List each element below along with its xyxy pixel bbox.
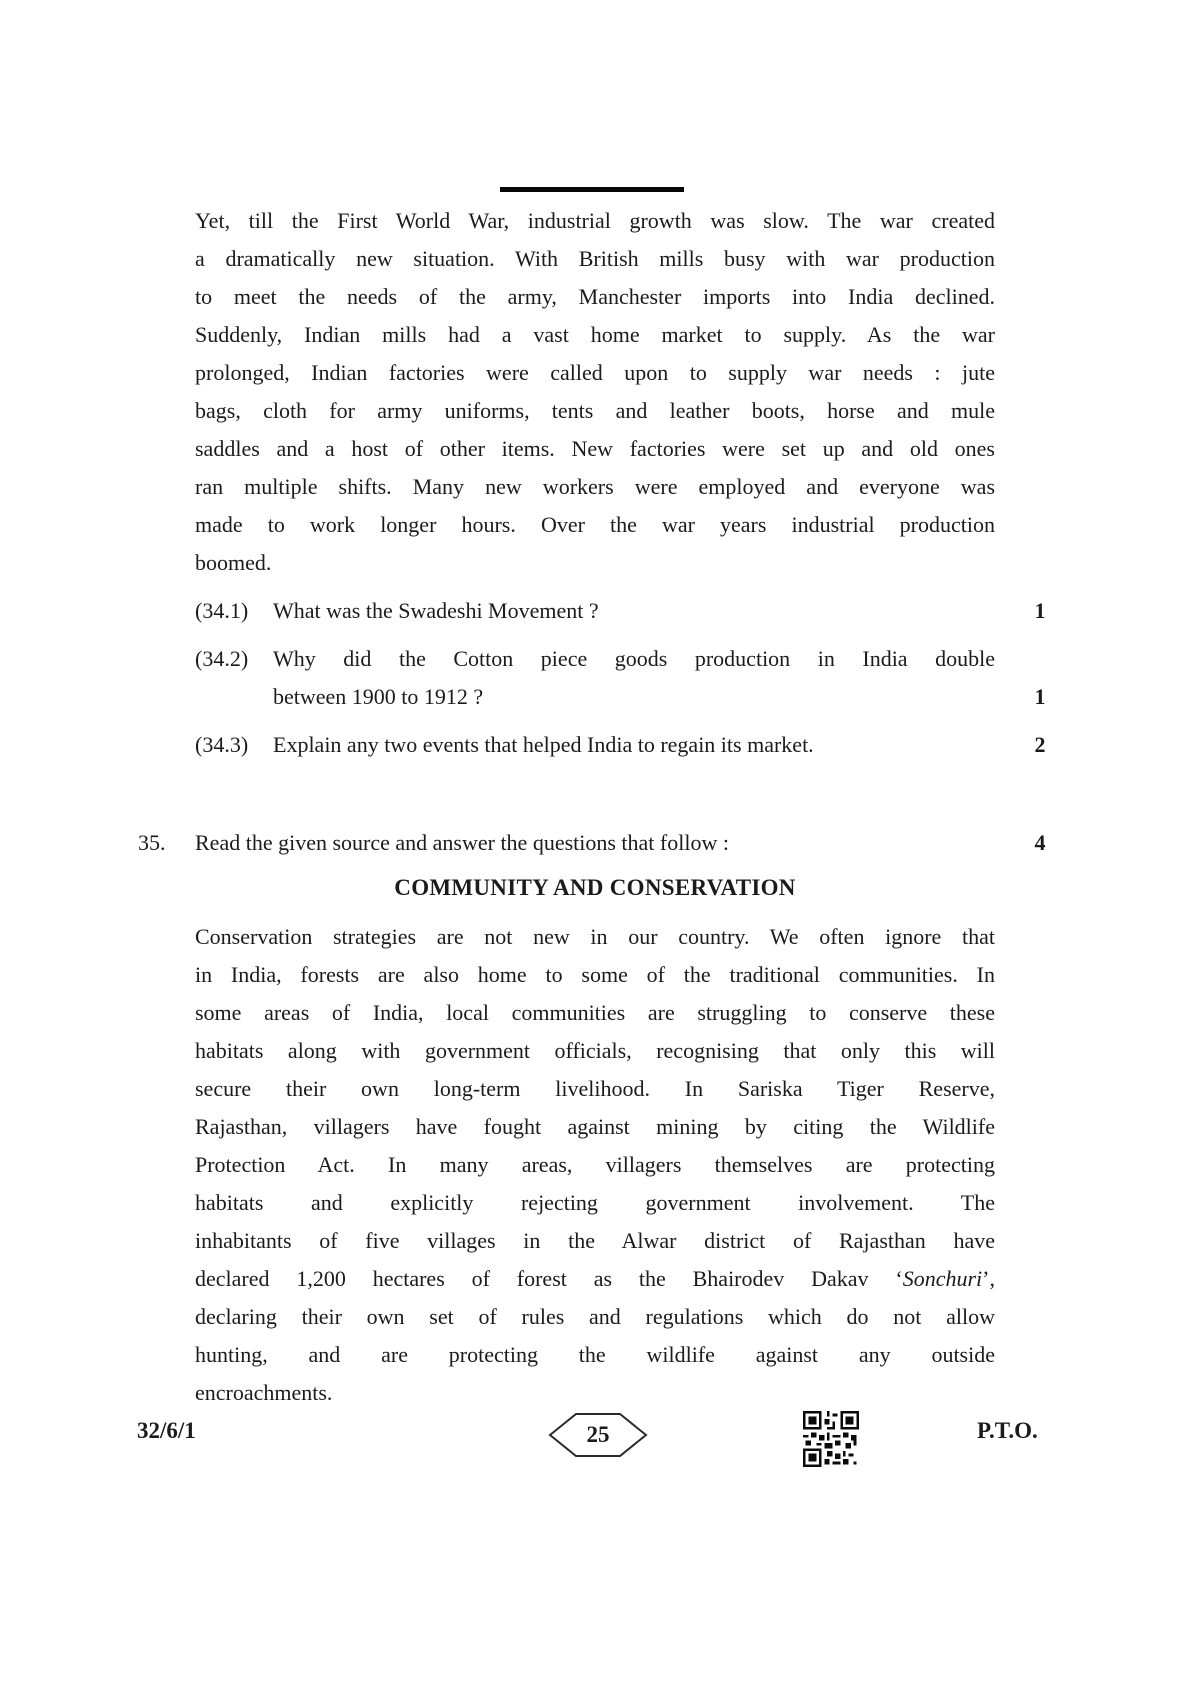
text-line: Rajasthan, villagers have fought against mining by citing the Wildlife (195, 1114, 995, 1139)
text-line: Explain any two events that helped India to regain its market. (273, 732, 814, 757)
question-34-3 (195, 726, 1046, 764)
text-line: habitats and explicitly rejecting government involvement. The (195, 1190, 995, 1215)
text-line: Why did the Cotton piece goods production in India double (273, 646, 995, 671)
text-line: to meet the needs of the army, Manchester imports into India declined. (195, 284, 995, 309)
text-line: habitats along with government officials, recognising that only this will (195, 1038, 995, 1063)
question-35-number: 35. (138, 830, 166, 855)
text-line: Suddenly, Indian mills had a vast home market to supply. As the war (195, 322, 995, 347)
text-line: hunting, and are protecting the wildlife against any outside (195, 1342, 995, 1367)
text-line: Yet, till the First World War, industrial growth was slow. The war created (195, 208, 995, 233)
text-line: boomed. (195, 550, 272, 575)
question-34-3-text (273, 726, 995, 764)
question-34-2-text (273, 640, 995, 716)
text-line: made to work longer hours. Over the war years industrial production (195, 512, 995, 537)
paper-code: 32/6/1 (137, 1418, 196, 1443)
text-line: bags, cloth for army uniforms, tents and leather boots, horse and mule (195, 398, 995, 423)
text-line: What was the Swadeshi Movement ? (273, 598, 599, 623)
text-line: Protection Act. In many areas, villagers themselves are protecting (195, 1152, 995, 1177)
question-35-text: Read the given source and answer the questions that follow : (195, 830, 729, 855)
text-line: prolonged, Indian factories were called upon to supply war needs : jute (195, 360, 995, 385)
text-line: declared 1,200 hectares of forest as the Bhairodev Dakav ‘Sonchuri’, (195, 1266, 995, 1291)
section-divider-rule (500, 187, 684, 192)
text-line: a dramatically new situation. With British mills busy with war production (195, 246, 995, 271)
text-line: saddles and a host of other items. New factories were set up and old ones (195, 436, 995, 461)
text-line: some areas of India, local communities are struggling to conserve these (195, 1000, 995, 1025)
text-line: declaring their own set of rules and regulations which do not allow (195, 1304, 995, 1329)
page-number-badge (548, 1412, 648, 1458)
source-title: COMMUNITY AND CONSERVATION (394, 875, 796, 900)
question-34-2-number: (34.2) (195, 646, 249, 671)
question-35 (138, 824, 1046, 862)
text-line: inhabitants of five villages in the Alwar district of Rajasthan have (195, 1228, 995, 1253)
question-34-2-marks: 1 (1034, 684, 1046, 709)
pto-label: P.T.O. (977, 1418, 1038, 1443)
text-line: in India, forests are also home to some of the traditional communities. In (195, 962, 995, 987)
question-34-1 (195, 592, 1046, 630)
text-line: Conservation strategies are not new in our country. We often ignore that (195, 924, 995, 949)
source-paragraph-question-35 (195, 918, 995, 1412)
source-paragraph-question-34 (195, 202, 995, 582)
page-number: 25 (586, 1422, 610, 1447)
question-34-1-marks: 1 (1034, 598, 1046, 623)
question-34-3-number: (34.3) (195, 732, 249, 757)
question-34-1-number: (34.1) (195, 598, 249, 623)
question-34-2 (195, 640, 1046, 716)
question-34-1-text (273, 592, 995, 630)
text-line: encroachments. (195, 1380, 333, 1405)
question-34-3-marks: 2 (1034, 732, 1046, 757)
qr-code-icon (803, 1411, 859, 1467)
text-line: secure their own long-term livelihood. In Sariska Tiger Reserve, (195, 1076, 995, 1101)
text-line: ran multiple shifts. Many new workers were employed and everyone was (195, 474, 995, 499)
question-35-marks: 4 (1034, 830, 1046, 855)
text-line: between 1900 to 1912 ? (273, 684, 484, 709)
